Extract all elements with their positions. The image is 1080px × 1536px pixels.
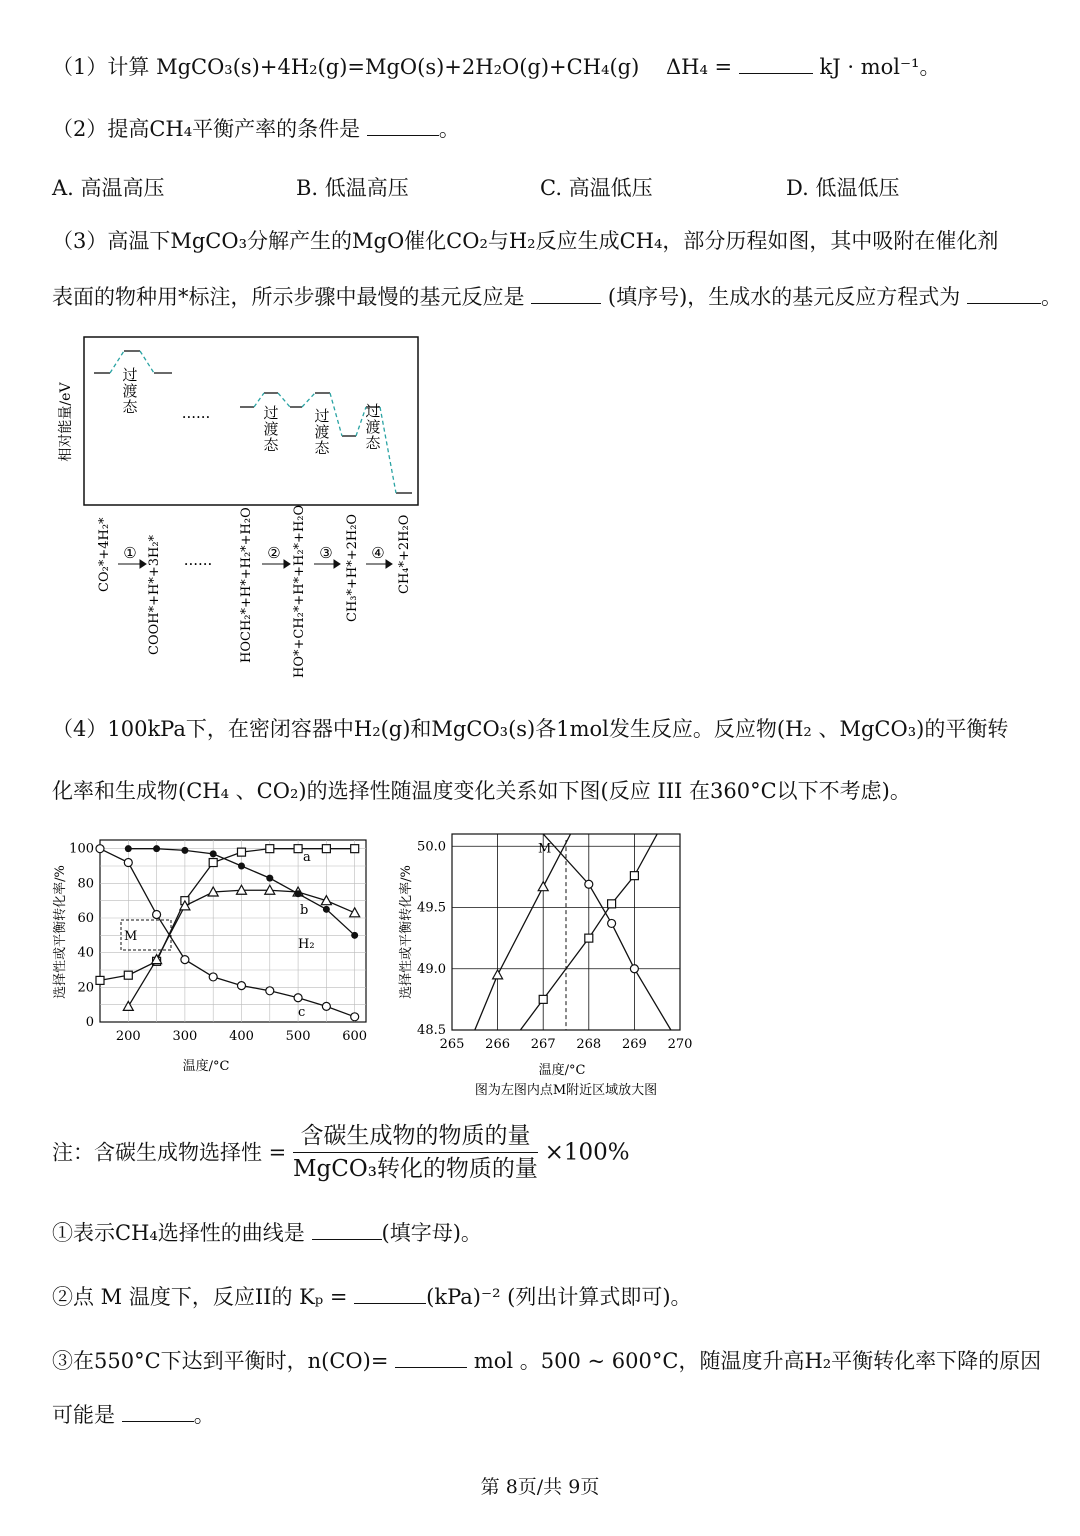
data-point — [153, 911, 161, 919]
data-point — [124, 971, 132, 979]
data-point — [585, 934, 593, 942]
energy-levels — [94, 351, 412, 493]
data-point — [237, 848, 245, 856]
data-point — [181, 956, 189, 964]
series-line — [100, 849, 355, 1017]
x-tick-label: 500 — [285, 1029, 311, 1044]
data-point — [294, 994, 302, 1002]
y-tick-label: 100 — [69, 841, 94, 857]
option-c[interactable]: C. 高温低压 — [540, 176, 653, 200]
selectivity-note: 注：含碳生成物选择性 = $\frac{\text{含碳生成物的物质的量}}{\text{MgCO₃转化的物质的量}}$ ×100% — [52, 1123, 630, 1182]
svg-text:态: 态 — [122, 398, 138, 416]
figure-caption: 图为左图内点M附近区域放大图 — [474, 1083, 658, 1098]
data-point — [323, 906, 330, 913]
y-tick-label: 60 — [77, 911, 94, 926]
species-label: CH₄*+2H₂O — [397, 514, 412, 594]
data-point — [237, 982, 245, 990]
data-point — [322, 1002, 330, 1010]
data-point — [96, 976, 104, 984]
data-point — [209, 973, 217, 981]
x-tick-label: 269 — [621, 1037, 647, 1052]
species-label: COOH*+H*+3H₂* — [147, 534, 162, 655]
data-point — [630, 965, 638, 973]
series-label-h2: H₂ — [298, 937, 315, 952]
selectivity-fraction: $\frac{\text{含碳生成物的物质的量}}{\text{MgCO₃转化的物质的量}}$ — [292, 1123, 538, 1182]
answer-blank[interactable] — [367, 117, 439, 136]
sub-question-3-cont: 可能是 。 — [52, 1403, 215, 1427]
answer-blank[interactable] — [122, 1403, 194, 1422]
y-tick-label: 0 — [85, 1015, 94, 1030]
data-point — [585, 880, 593, 888]
x-tick-label: 265 — [439, 1037, 465, 1052]
question-3-line-1: （3）高温下MgCO₃分解产生的MgO催化CO₂与H₂反应生成CH₄，部分历程如图，其中吸附在催化剂 — [52, 229, 999, 253]
page-footer: 第 8页/共 9页 — [480, 1476, 600, 1498]
x-tick-label: 200 — [115, 1029, 141, 1044]
x-tick-label: 270 — [667, 1037, 693, 1052]
sub-question-1: ①表示CH₄选择性的曲线是 (填字母)。 — [52, 1221, 482, 1245]
ellipsis: ...... — [181, 404, 211, 422]
region-m-label: M — [124, 929, 138, 944]
svg-text:态: 态 — [314, 439, 330, 457]
data-point — [322, 845, 330, 853]
x-tick-label: 300 — [172, 1029, 198, 1044]
data-point — [608, 900, 616, 908]
data-point — [123, 1001, 133, 1010]
step-number: ④ — [371, 544, 385, 562]
data-point — [539, 995, 547, 1003]
series-label-b: b — [300, 903, 309, 918]
right-chart — [396, 830, 706, 1100]
svg-text:过: 过 — [314, 407, 330, 425]
data-point — [350, 908, 360, 917]
species-label: CO₂*+4H₂* — [97, 517, 112, 592]
point-m-label: M — [538, 841, 552, 857]
data-point — [294, 845, 302, 853]
svg-text:渡: 渡 — [365, 418, 381, 436]
data-point — [493, 970, 503, 979]
svg-text:渡: 渡 — [263, 420, 279, 438]
y-axis-label: 选择性或平衡转化率/% — [399, 865, 414, 999]
step-number: ② — [267, 544, 281, 562]
data-point — [295, 890, 302, 897]
data-point — [608, 919, 616, 927]
answer-blank[interactable] — [739, 55, 813, 74]
data-point — [210, 850, 217, 857]
question-1: （1）计算 MgCO₃(s)+4H₂(g)=MgO(s)+2H₂O(g)+CH₄(g) ΔH₄ = kJ · mol⁻¹。 — [52, 55, 941, 79]
y-tick-label: 50.0 — [417, 839, 446, 855]
data-point — [96, 845, 104, 853]
option-a[interactable]: A. 高温高压 — [52, 176, 165, 200]
species-label: CH₃*+H*+2H₂O — [345, 513, 360, 622]
data-point — [238, 863, 245, 870]
svg-text:过: 过 — [122, 366, 138, 384]
answer-blank[interactable] — [354, 1285, 426, 1304]
option-d[interactable]: D. 低温低压 — [786, 176, 900, 200]
x-tick-label: 266 — [485, 1037, 511, 1052]
data-point — [538, 882, 548, 891]
y-tick-label: 49.0 — [417, 961, 446, 977]
x-tick-label: 400 — [229, 1029, 254, 1044]
data-point — [153, 845, 160, 852]
sub-question-2: ②点 M 温度下，反应II的 Kₚ = (kPa)⁻² (列出计算式即可)。 — [52, 1285, 692, 1309]
y-tick-label: 49.5 — [417, 900, 446, 916]
series-line — [543, 834, 671, 1030]
answer-blank[interactable] — [531, 285, 601, 304]
step-number: ③ — [319, 544, 333, 562]
data-point — [266, 845, 274, 853]
data-point — [351, 1013, 359, 1021]
answer-blank[interactable] — [395, 1349, 467, 1368]
svg-text:渡: 渡 — [314, 423, 330, 441]
x-axis-label: 温度/°C — [538, 1063, 586, 1078]
svg-text:态: 态 — [263, 436, 279, 454]
svg-text:态: 态 — [365, 434, 381, 452]
question-3-line-2: 表面的物种用*标注，所示步骤中最慢的基元反应是 (填序号)，生成水的基元反应方程式为 。 — [52, 285, 1062, 309]
y-tick-label: 48.5 — [417, 1023, 446, 1038]
x-tick-label: 268 — [576, 1037, 602, 1052]
svg-text:过: 过 — [263, 404, 279, 422]
data-point — [266, 987, 274, 995]
series-label-a: a — [303, 850, 311, 865]
data-point — [181, 847, 188, 854]
option-b[interactable]: B. 低温高压 — [296, 176, 409, 200]
svg-text:过: 过 — [365, 402, 381, 420]
data-point — [266, 875, 273, 882]
step-number: ① — [123, 544, 137, 562]
data-point — [630, 872, 638, 880]
question-4-line-2: 化率和生成物(CH₄ 、CO₂)的选择性随温度变化关系如下图(反应 III 在360°C以下不考虑)。 — [52, 779, 911, 803]
series-line — [100, 849, 355, 981]
svg-text:渡: 渡 — [122, 382, 138, 400]
energy-path — [110, 351, 396, 493]
question-2: （2）提高CH₄平衡产率的条件是 。 — [52, 117, 460, 141]
x-tick-label: 267 — [530, 1037, 556, 1052]
data-point — [351, 932, 358, 939]
x-axis-label: 温度/°C — [182, 1059, 230, 1074]
data-point — [124, 859, 132, 867]
data-point — [351, 845, 359, 853]
data-point — [209, 859, 217, 867]
series-label-c: c — [298, 1005, 306, 1020]
data-point — [125, 845, 132, 852]
series-line — [475, 834, 571, 1030]
y-tick-label: 20 — [77, 980, 94, 996]
x-tick-label: 600 — [342, 1029, 368, 1044]
species-label: HO*+CH₂*+H*+H₂*+H₂O — [292, 504, 307, 678]
sub-question-3: ③在550°C下达到平衡时，n(CO)= mol 。500 ~ 600°C，随温度升高H₂平衡转化率下降的原因 — [52, 1349, 1042, 1373]
transition-state-labels — [122, 366, 381, 457]
left-chart — [46, 830, 376, 1080]
ellipsis: ...... — [183, 551, 213, 569]
y-axis-label: 相对能量/eV — [58, 382, 74, 462]
y-tick-label: 40 — [77, 945, 94, 961]
answer-blank[interactable] — [312, 1221, 382, 1240]
question-4-line-1: （4）100kPa下，在密闭容器中H₂(g)和MgCO₃(s)各1mol发生反应。反应物(H₂ 、MgCO₃)的平衡转 — [52, 717, 1009, 741]
energy-diagram — [40, 330, 440, 680]
answer-blank[interactable] — [967, 285, 1041, 304]
y-axis-label: 选择性或平衡转化率/% — [53, 865, 68, 999]
y-tick-label: 80 — [77, 876, 94, 892]
species-label: HOCH₂*+H*+H₂*+H₂O — [239, 507, 254, 663]
